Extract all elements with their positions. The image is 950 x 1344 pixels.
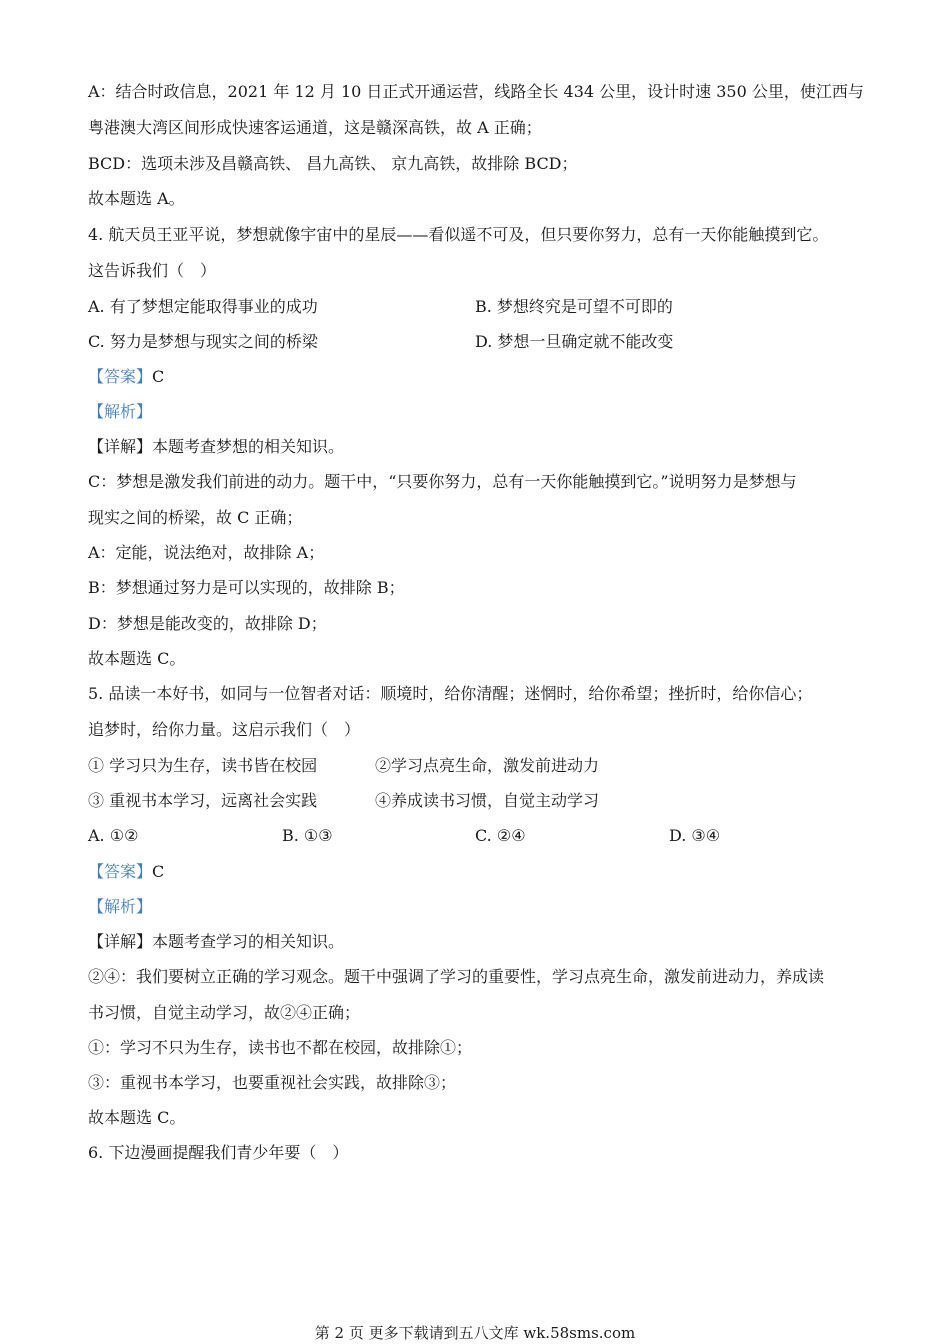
q4-detail: 【详解】本题考查梦想的相关知识。 (88, 437, 345, 456)
q5-statement-3: ③ 重视书本学习，远离社会实践 (88, 791, 318, 810)
q3-conclusion: 故本题选 A。 (88, 189, 185, 208)
answer-value: C (152, 862, 165, 881)
q5-option-b: B. ①③ (282, 826, 333, 845)
q4-a-explanation: A：定能，说法绝对，故排除 A； (88, 543, 325, 562)
q4-option-c: C. 努力是梦想与现实之间的桥梁 (88, 332, 318, 351)
q4-analysis-tag: 【解析】 (88, 402, 153, 421)
q3-bcd-explanation: BCD：选项未涉及昌赣高铁、 昌九高铁、 京九高铁，故排除 BCD； (88, 154, 578, 173)
q6-stem: 6. 下边漫画提醒我们青少年要（ ） (88, 1143, 349, 1162)
q5-option-d: D. ③④ (669, 826, 721, 845)
q5-exclude-1: ①：学习不只为生存，读书也不都在校园，故排除①； (88, 1038, 473, 1057)
q5-correct-line2: 书习惯，自觉主动学习，故②④正确； (88, 1003, 361, 1022)
q3-a-explanation-line2: 粤港澳大湾区间形成快速客运通道，这是赣深高铁，故 A 正确； (88, 118, 542, 137)
q4-conclusion: 故本题选 C。 (88, 649, 186, 668)
q5-correct-line1: ②④：我们要树立正确的学习观念。题干中强调了学习的重要性，学习点亮生命，激发前进动力，养成读 (88, 967, 825, 986)
q5-option-c: C. ②④ (475, 826, 526, 845)
q5-statement-1: ① 学习只为生存，读书皆在校园 (88, 756, 318, 775)
q5-conclusion: 故本题选 C。 (88, 1108, 186, 1127)
q4-option-d: D. 梦想一旦确定就不能改变 (475, 332, 674, 351)
q5-detail: 【详解】本题考查学习的相关知识。 (88, 932, 345, 951)
q4-option-a: A. 有了梦想定能取得事业的成功 (88, 297, 318, 316)
answer-tag: 【答案】 (88, 367, 153, 386)
page-footer: 第 2 页 更多下载请到五八文库 wk.58sms.com (314, 1324, 636, 1342)
q5-answer (88, 862, 164, 882)
q5-statement-4: ④养成读书习惯，自觉主动学习 (375, 791, 600, 810)
q5-statement-2: ②学习点亮生命，激发前进动力 (375, 756, 600, 775)
q4-c-explanation-line2: 现实之间的桥梁，故 C 正确； (88, 508, 303, 527)
q5-exclude-3: ③：重视书本学习，也要重视社会实践，故排除③； (88, 1073, 457, 1092)
q5-option-a: A. ①② (88, 826, 139, 845)
q4-c-explanation-line1: C：梦想是激发我们前进的动力。题干中，“只要你努力，总有一天你能触摸到它。”说明努力是梦想与 (88, 472, 797, 491)
q4-option-b: B. 梦想终究是可望不可即的 (475, 297, 673, 316)
q4-stem-line2: 这告诉我们（ ） (88, 261, 217, 280)
q4-answer (88, 367, 164, 387)
q5-stem-line2: 追梦时，给你力量。这启示我们（ ） (88, 720, 361, 739)
q5-stem-line1: 5. 品读一本好书，如同与一位智者对话：顺境时，给你清醒；迷惘时，给你希望；挫折时，给你信心； (88, 684, 813, 703)
q4-stem-line1: 4. 航天员王亚平说，梦想就像宇宙中的星辰——看似遥不可及，但只要你努力，总有一天你能触摸到它。 (88, 225, 829, 244)
q4-b-explanation: B：梦想通过努力是可以实现的，故排除 B； (88, 578, 405, 597)
q5-analysis-tag: 【解析】 (88, 897, 153, 916)
q4-d-explanation: D：梦想是能改变的，故排除 D； (88, 614, 327, 633)
answer-tag: 【答案】 (88, 862, 153, 881)
answer-value: C (152, 367, 165, 386)
q3-a-explanation-line1: A：结合时政信息，2021 年 12 月 10 日正式开通运营，线路全长 434 公里，设计时速 350 公里，使江西与 (88, 82, 864, 101)
